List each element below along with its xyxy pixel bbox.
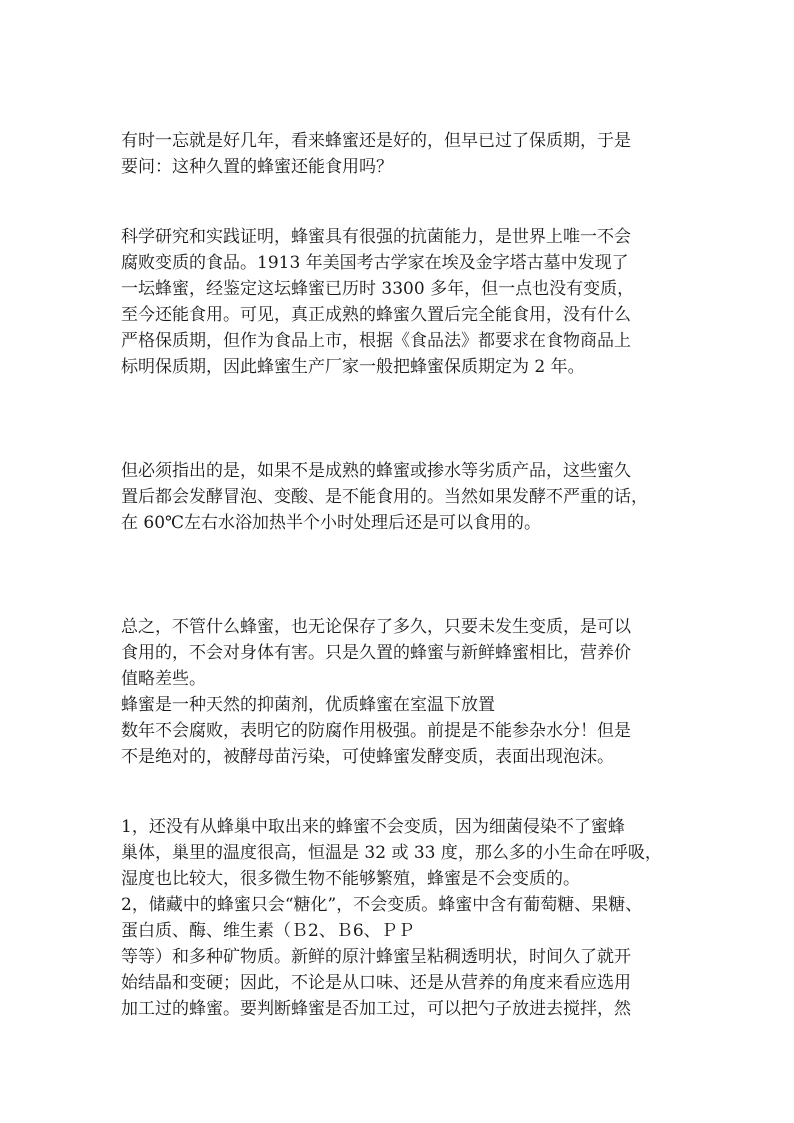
paragraph-spacer [121, 380, 681, 432]
text-line: 严格保质期，但作为食品上市，根据《食品法》都要求在食物商品上 [121, 331, 631, 351]
text-line: 食用的，不会对身体有害。只是久置的蜂蜜与新鲜蜂蜜相比，营养价 [121, 643, 631, 663]
text-line: 至今还能食用。可见，真正成熟的蜂蜜久置后完全能食用，没有什么 [121, 305, 631, 325]
paragraph-spacer [121, 588, 681, 614]
text-line: 在 60℃左右水浴加热半个小时处理后还是可以食用的。 [121, 513, 542, 533]
text-line: 但必须指出的是，如果不是成熟的蜂蜜或掺水等劣质产品，这些蜜久 [121, 461, 631, 481]
text-line: 数年不会腐败，表明它的防腐作用极强。前提是不能参杂水分！但是 [121, 721, 631, 741]
text-line: 湿度也比较大，很多微生物不能够繁殖，蜂蜜是不会变质的。 [121, 869, 580, 889]
paragraph-spacer [121, 180, 681, 224]
paragraph-spacer [121, 536, 681, 588]
paragraph-1 [121, 128, 681, 180]
text-line: 置后都会发酵冒泡、变酸、是不能食用的。当然如果发酵不严重的话， [121, 487, 648, 507]
text-line: 一坛蜂蜜，经鉴定这坛蜂蜜已历时 3300 多年，但一点也没有变质， [121, 279, 635, 299]
paragraph-5 [121, 814, 681, 1022]
text-line: 蜂蜜是一种天然的抑菌剂，优质蜂蜜在室温下放置 [121, 695, 495, 715]
document-body [121, 128, 681, 1022]
text-line: 1，还没有从蜂巢中取出来的蜂蜜不会变质，因为细菌侵染不了蜜蜂 [121, 817, 625, 837]
text-line: 巢体，巢里的温度很高，恒温是 32 或 33 度，那么多的小生命在呼吸， [121, 843, 662, 863]
text-line: 等等）和多种矿物质。新鲜的原汁蜂蜜呈粘稠透明状，时间久了就开 [121, 947, 631, 967]
paragraph-spacer [121, 432, 681, 458]
text-line: 腐败变质的食品。1913 年美国考古学家在埃及金字塔古墓中发现了 [121, 253, 629, 273]
text-line: 标明保质期，因此蜂蜜生产厂家一般把蜂蜜保质期定为 2 年。 [121, 357, 585, 377]
text-line: 不是绝对的，被酵母苗污染，可使蜂蜜发酵变质，表面出现泡沫。 [121, 747, 614, 767]
paragraph-4 [121, 614, 681, 770]
text-line: 有时一忘就是好几年，看来蜂蜜还是好的，但早已过了保质期，于是 [121, 131, 631, 151]
paragraph-spacer [121, 770, 681, 814]
paragraph-3 [121, 458, 681, 536]
paragraph-2 [121, 224, 681, 380]
text-line: 要问：这种久置的蜂蜜还能食用吗？ [121, 157, 393, 177]
text-line: 2，储藏中的蜂蜜只会“糖化”，不会变质。蜂蜜中含有葡萄糖、果糖、 [121, 895, 643, 915]
text-line: 蛋白质、酶、维生素（Ｂ2、Ｂ6、ＰＰ [121, 921, 415, 941]
text-line: 始结晶和变硬；因此，不论是从口味、还是从营养的角度来看应选用 [121, 973, 631, 993]
text-line: 加工过的蜂蜜。要判断蜂蜜是否加工过，可以把勺子放进去搅拌，然 [121, 999, 631, 1019]
text-line: 值略差些。 [121, 669, 206, 689]
text-line: 科学研究和实践证明，蜂蜜具有很强的抗菌能力，是世界上唯一不会 [121, 227, 631, 247]
text-line: 总之，不管什么蜂蜜，也无论保存了多久，只要未发生变质，是可以 [121, 617, 631, 637]
